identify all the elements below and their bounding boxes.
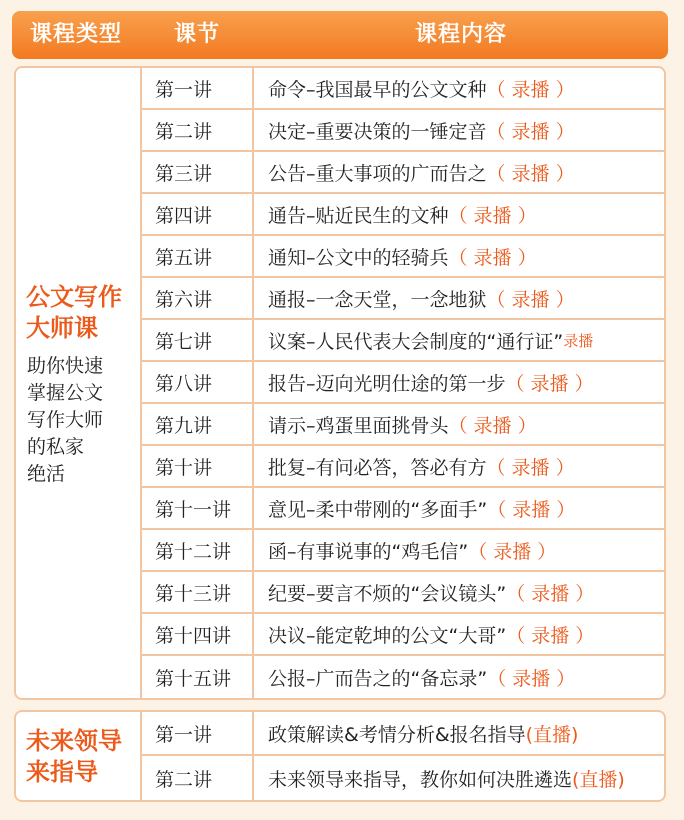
table-row [142,656,664,698]
course-type-title: 公文写作 大师课 [26,283,122,342]
table-row [142,194,664,236]
lesson-number: 第一讲 [142,712,254,754]
lesson-number: 第十一讲 [142,488,254,528]
lesson-title: 意见–柔中带刚的“多面手” [268,498,488,521]
header-course-content: 课程内容 [414,22,507,47]
lesson-title: 未来领导来指导，教你如何决胜遴选 [268,768,573,791]
lesson-number: 第七讲 [142,320,254,360]
table-row [142,68,664,110]
broadcast-tag: (直播) [525,723,579,746]
lesson-content [254,278,664,318]
lesson-content [254,488,664,528]
table-row [142,488,664,530]
lesson-content [254,530,664,570]
broadcast-tag: （ 录播 ） [506,624,595,647]
course-type-cell [16,712,142,800]
broadcast-tag: （ 录播 ） [486,456,575,479]
lesson-content [254,656,664,698]
lesson-title: 报告–迈向光明仕途的第一步 [268,372,506,395]
lesson-content [254,572,664,612]
lesson-content [254,712,664,754]
table-row [142,278,664,320]
lesson-content [254,68,664,108]
broadcast-tag: （ 录播 ） [448,414,537,437]
section-future-leader [14,710,666,802]
lesson-content [254,756,664,800]
lesson-title: 公报–广而告之的“备忘录” [268,667,488,690]
table-header [12,11,668,59]
broadcast-tag: （ 录播 ） [486,78,575,101]
table-row [142,362,664,404]
lesson-number: 第二讲 [142,756,254,800]
lesson-content [254,404,664,444]
lesson-number: 第六讲 [142,278,254,318]
lesson-list [142,712,664,800]
broadcast-tag: （ 录播 ） [486,120,575,143]
lesson-title: 命令–我国最早的公文文种 [268,78,487,101]
lesson-title: 批复–有问必答，答必有方 [268,456,487,479]
lesson-title: 决议–能定乾坤的公文“大哥” [268,624,507,647]
course-type-title: 未来领导 来指导 [26,727,122,786]
lesson-title: 通报–一念天堂，一念地狱 [268,288,487,311]
broadcast-tag: （ 录播 ） [468,540,557,563]
course-type-cell [16,68,142,698]
table-row [142,320,664,362]
broadcast-tag: （ 录播 ） [448,246,537,269]
table-row [142,110,664,152]
lesson-number: 第十二讲 [142,530,254,570]
lesson-number: 第十五讲 [142,656,254,698]
broadcast-tag: 录播 [563,331,594,350]
lesson-number: 第十四讲 [142,614,254,654]
lesson-content [254,446,664,486]
header-lesson: 课节 [173,22,220,47]
lesson-content [254,320,664,360]
table-row [142,614,664,656]
broadcast-tag: （ 录播 ） [505,372,594,395]
lesson-title: 公告–重大事项的广而告之 [268,162,487,185]
table-row [142,446,664,488]
table-row [142,236,664,278]
lesson-title: 请示–鸡蛋里面挑骨头 [268,414,449,437]
lesson-title: 政策解读&考情分析&报名指导 [268,723,526,746]
table-row [142,572,664,614]
lesson-content [254,614,664,654]
table-row [142,530,664,572]
lesson-title: 议案–人民代表大会制度的“通行证” [268,330,564,353]
broadcast-tag: （ 录播 ） [506,582,595,605]
lesson-title: 纪要–要言不烦的“会议镜头” [268,582,507,605]
lesson-content [254,194,664,234]
header-course-type: 课程类型 [29,22,122,47]
lesson-list [142,68,664,698]
lesson-title: 决定–重要决策的一锤定音 [268,120,487,143]
lesson-content [254,110,664,150]
lesson-number: 第十讲 [142,446,254,486]
broadcast-tag: （ 录播 ） [486,162,575,185]
broadcast-tag: (直播) [572,768,625,791]
course-type-description: 助你快速 掌握公文 写作大师 的私家 绝活 [27,355,104,485]
broadcast-tag: （ 录播 ） [448,204,537,227]
lesson-content [254,362,664,402]
lesson-number: 第二讲 [142,110,254,150]
lesson-number: 第九讲 [142,404,254,444]
lesson-number: 第五讲 [142,236,254,276]
broadcast-tag: （ 录播 ） [487,498,576,521]
table-row [142,404,664,446]
lesson-content [254,152,664,192]
table-row [142,712,664,756]
lesson-number: 第一讲 [142,68,254,108]
broadcast-tag: （ 录播 ） [487,667,576,690]
section-writing-masterclass [14,66,666,700]
lesson-title: 函–有事说事的“鸡毛信” [268,540,469,563]
lesson-number: 第十三讲 [142,572,254,612]
lesson-number: 第八讲 [142,362,254,402]
lesson-number: 第三讲 [142,152,254,192]
broadcast-tag: （ 录播 ） [486,288,575,311]
table-row [142,756,664,800]
lesson-title: 通知–公文中的轻骑兵 [268,246,449,269]
table-row [142,152,664,194]
lesson-content [254,236,664,276]
lesson-number: 第四讲 [142,194,254,234]
lesson-title: 通告–贴近民生的文种 [268,204,449,227]
